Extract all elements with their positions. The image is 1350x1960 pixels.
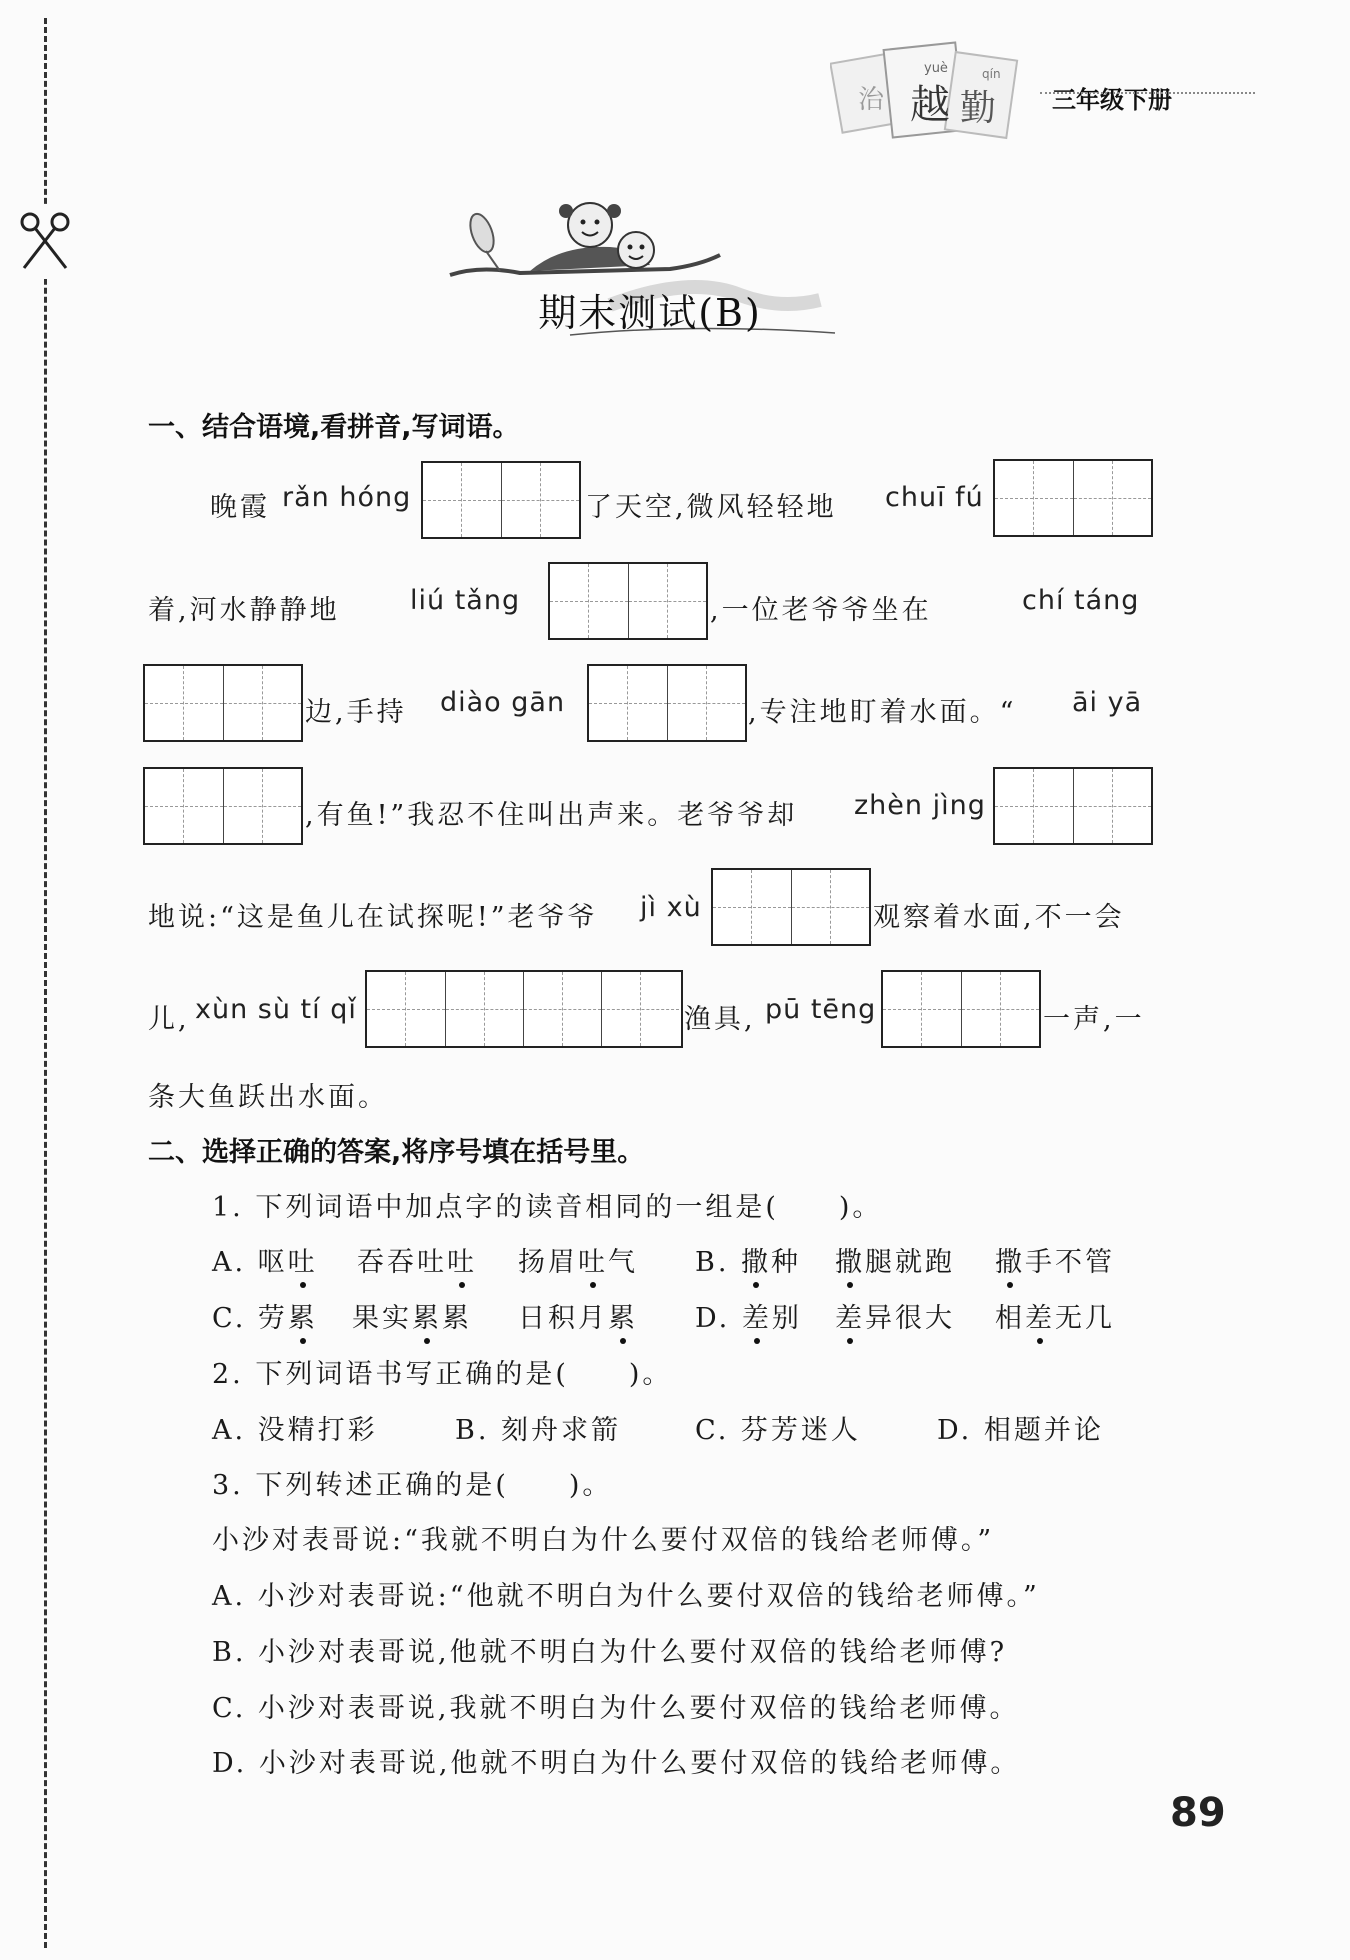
svg-text:yuè: yuè — [924, 61, 948, 76]
line3-text2: ,专注地盯着水面。“ — [748, 697, 1017, 728]
line3-text1: 边,手持 — [305, 697, 407, 728]
grade-underline — [1040, 92, 1255, 94]
page-title: 期末测试(B) — [538, 291, 762, 335]
q1-option-a-3: 扬眉吐气 — [518, 1247, 638, 1278]
answer-box-diao-gan[interactable] — [587, 664, 747, 742]
line6-pinyin2: pū tēng — [765, 994, 877, 1025]
line5-text1: 地说:“这是鱼儿在试探呢!”老爷爷 — [148, 902, 598, 933]
header-stamp-logo — [830, 38, 1030, 148]
section2-heading: 二、选择正确的答案,将序号填在括号里。 — [148, 1137, 645, 1168]
answer-box-pu-teng[interactable] — [881, 970, 1041, 1048]
q3-quote: 小沙对表哥说:“我就不明白为什么要付双倍的钱给老师傅。” — [212, 1525, 995, 1556]
line3-pinyin2: āi yā — [1072, 687, 1143, 718]
cut-line — [44, 18, 47, 1948]
line6-text3: 一声,一 — [1043, 1004, 1145, 1035]
section1-heading: 一、结合语境,看拼音,写词语。 — [148, 412, 520, 443]
answer-box-zhen-jing[interactable] — [993, 767, 1153, 845]
line6-text1: 儿, — [148, 1004, 190, 1035]
answer-box-chi-tang[interactable] — [143, 664, 303, 742]
q1-option-b-1: B. 撒种 — [695, 1247, 802, 1278]
line2-text1: 着,河水静静地 — [148, 595, 340, 626]
line5-pinyin1: jì xù — [640, 892, 702, 923]
line4-text1: ,有鱼!”我忍不住叫出声来。老爷爷却 — [305, 800, 798, 831]
q3-option-d: D. 小沙对表哥说,他就不明白为什么要付双倍的钱给老师傅。 — [212, 1748, 1021, 1779]
grade-label: 三年级下册 — [1052, 86, 1172, 114]
answer-box-ran-hong[interactable] — [421, 461, 581, 539]
q2-stem: 2. 下列词语书写正确的是( )。 — [212, 1359, 673, 1390]
answer-box-liu-tang[interactable] — [548, 562, 708, 640]
q1-option-b-2: 撒腿就跑 — [835, 1247, 955, 1278]
svg-text:勤: 勤 — [960, 88, 997, 129]
svg-text:越: 越 — [910, 82, 950, 128]
q1-stem: 1. 下列词语中加点字的读音相同的一组是( )。 — [212, 1192, 883, 1223]
answer-box-ji-xu[interactable] — [711, 868, 871, 946]
q1-option-a-2: 吞吞吐吐 — [357, 1247, 477, 1278]
q3-stem: 3. 下列转述正确的是( )。 — [212, 1470, 613, 1501]
page-number: 89 — [1170, 1790, 1226, 1836]
q1-option-d-2: 差异很大 — [835, 1303, 955, 1334]
answer-box-ai-ya[interactable] — [143, 767, 303, 845]
line6-text2: 渔具, — [684, 1004, 756, 1035]
q2-option-a: A. 没精打彩 — [212, 1415, 378, 1446]
q3-option-b: B. 小沙对表哥说,他就不明白为什么要付双倍的钱给老师傅? — [212, 1637, 1008, 1668]
line2-pinyin2: chí táng — [1022, 585, 1140, 616]
line6-pinyin1: xùn sù tí qǐ — [195, 994, 357, 1025]
q1-option-b-3: 撒手不管 — [995, 1247, 1115, 1278]
q1-option-c-2: 果实累累 — [352, 1303, 472, 1334]
q2-option-d: D. 相题并论 — [937, 1415, 1104, 1446]
q3-option-a: A. 小沙对表哥说:“他就不明白为什么要付双倍的钱给老师傅。” — [212, 1581, 1040, 1612]
line1-pinyin2: chuī fú — [885, 482, 984, 513]
q2-option-b: B. 刻舟求箭 — [455, 1415, 622, 1446]
line2-pinyin1: liú tǎng — [410, 585, 521, 616]
q1-option-c-1: C. 劳累 — [212, 1303, 318, 1334]
line3-pinyin1: diào gān — [440, 687, 566, 718]
svg-text:治: 治 — [858, 85, 885, 115]
line1-pinyin1: rǎn hóng — [282, 482, 412, 513]
svg-text:qín: qín — [982, 67, 1001, 81]
line5-text2: 观察着水面,不一会 — [873, 902, 1125, 933]
line7-text: 条大鱼跃出水面。 — [148, 1082, 388, 1113]
q1-option-a-1: A. 呕吐 — [212, 1247, 318, 1278]
q1-option-d-1: D. 差别 — [695, 1303, 802, 1334]
line2-text2: ,一位老爷爷坐在 — [710, 595, 932, 626]
q2-option-c: C. 芬芳迷人 — [695, 1415, 861, 1446]
scissors-icon — [14, 210, 76, 272]
line4-pinyin1: zhèn jìng — [854, 790, 986, 821]
answer-box-xun-su-ti-qi[interactable] — [365, 970, 683, 1048]
answer-box-chui-fu[interactable] — [993, 459, 1153, 537]
line1-text2: 了天空,微风轻轻地 — [585, 492, 837, 523]
q3-option-c: C. 小沙对表哥说,我就不明白为什么要付双倍的钱给老师傅。 — [212, 1693, 1020, 1724]
q1-option-d-3: 相差无几 — [995, 1303, 1115, 1334]
q1-option-c-3: 日积月累 — [518, 1303, 638, 1334]
line1-text1: 晚霞 — [210, 492, 270, 523]
